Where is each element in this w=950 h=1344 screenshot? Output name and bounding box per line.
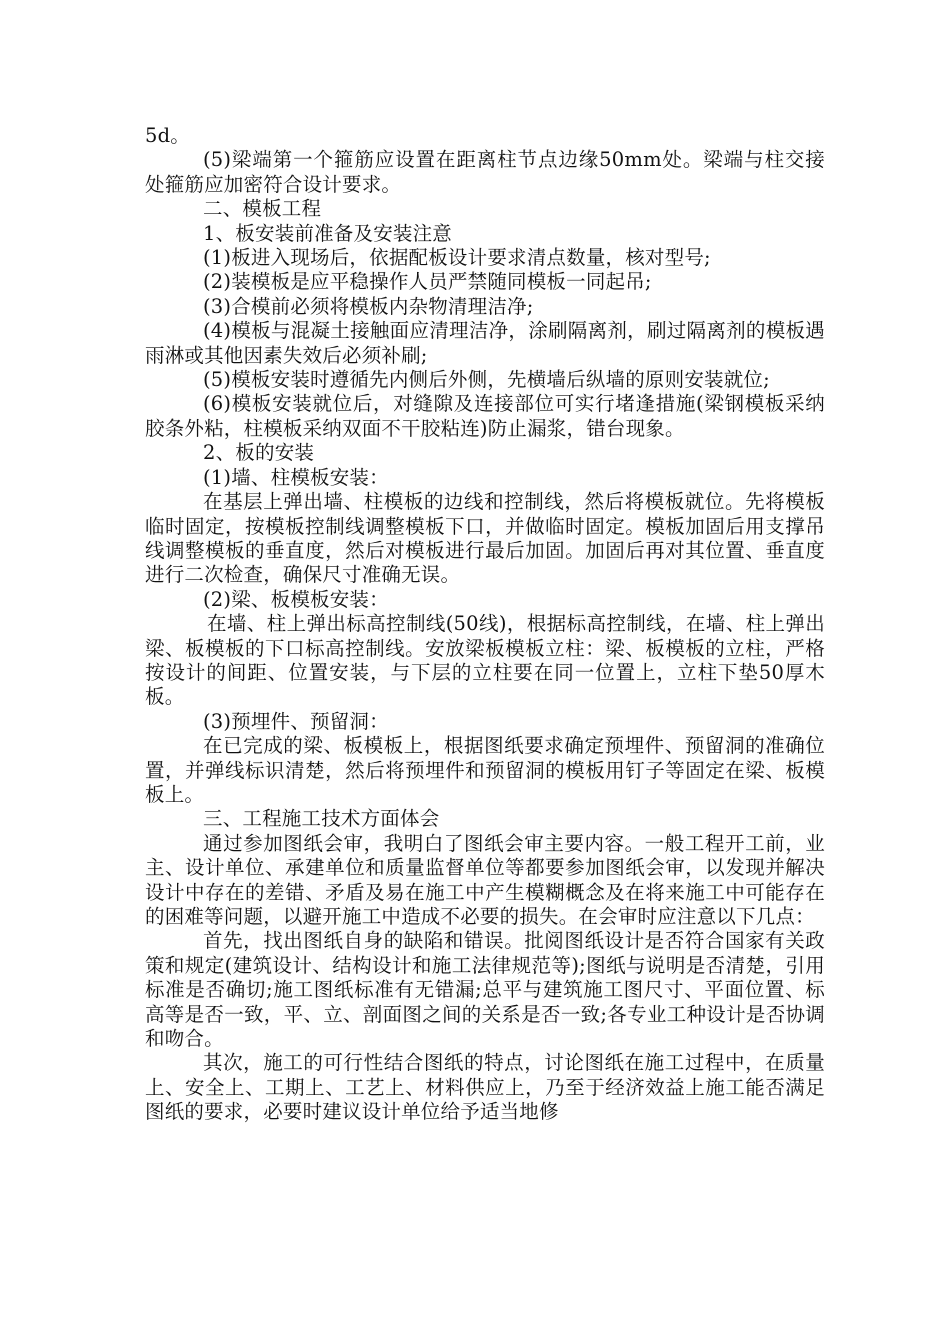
document-body [145,124,825,1125]
subsection-heading-preparation: 1、板安装前准备及安装注意 [203,221,453,245]
paragraph-second-point: 其次，施工的可行性结合图纸的特点，讨论图纸在施工过程中，在质量上、安全上、工期上、工艺上、材料供应上，乃至于经济效益上施工能否满足图纸的要求，必要时建议设计单位给予适当地修 [145,1051,825,1124]
list-item-4: (4)模板与混凝土接触面应清理洁净，涂刷隔离剂，刷过隔离剂的模板遇雨淋或其他因素失效后必须补刷; [145,319,825,367]
paragraph-first-point: 首先，找出图纸自身的缺陷和错误。批阅图纸设计是否符合国家有关政策和规定(建筑设计、结构设计和施工法律规范等);图纸与说明是否清楚，引用标准是否确切;施工图纸标准有无错漏;总平与建筑施工图尺寸、平面位置、标高等是否一致，平、立、剖面图之间的关系是否一致;各专业工种设计是否协调和吻合。 [145,929,825,1051]
section-heading-formwork: 二、模板工程 [203,197,322,221]
paragraph-drawing-review: 通过参加图纸会审，我明白了图纸会审主要内容。一般工程开工前，业主、设计单位、承建单位和质量监督单位等都要参加图纸会审，以发现并解决设计中存在的差错、矛盾及易在施工中产生模糊概念及在将来施工中可能存在的困难等问题，以避开施工中造成不必要的损失。在会审时应注意以下几点： [145,831,825,928]
section-heading-experience: 三、工程施工技术方面体会 [203,807,440,831]
item-heading-embedded-parts: (3)预埋件、预留洞： [203,709,389,733]
list-item-1: (1)板进入现场后，依据配板设计要求清点数量，核对型号; [203,246,711,270]
subsection-heading-installation: 2、板的安装 [203,441,315,465]
item-heading-wall-column: (1)墙、柱模板安装： [203,465,389,489]
list-item-3: (3)合模前必须将模板内杂物清理洁净; [203,294,534,318]
paragraph-beam-stirrup: (5)梁端第一个箍筋应设置在距离柱节点边缘50mm处。梁端与柱交接处箍筋应加密符合设计要求。 [145,148,825,196]
paragraph-beam-slab: 在墙、柱上弹出标高控制线(50线)，根据标高控制线，在墙、柱上弹出梁、板模板的下口标高控制线。安放梁板模板立柱：梁、板模板的立柱，严格按设计的间距、位置安装，与下层的立柱要在同一位置上，立柱下垫50厚木板。 [145,612,825,709]
paragraph-continuation: 5d。 [145,124,190,147]
list-item-2: (2)装模板是应平稳操作人员严禁随同模板一同起吊; [203,270,652,294]
paragraph-wall-column: 在基层上弹出墙、柱模板的边线和控制线，然后将模板就位。先将模板临时固定，按模板控制线调整模板下口，并做临时固定。模板加固后用支撑吊线调整模板的垂直度，然后对模板进行最后加固。加固后再对其位置、垂直度进行二次检查，确保尺寸准确无误。 [145,490,825,587]
list-item-5: (5)模板安装时遵循先内侧后外侧，先横墙后纵墙的原则安装就位; [203,368,770,392]
paragraph-embedded-parts: 在已完成的梁、板模板上，根据图纸要求确定预埋件、预留洞的准确位置，并弹线标识清楚，然后将预埋件和预留洞的模板用钉子等固定在梁、板模板上。 [145,734,825,806]
item-heading-beam-slab: (2)梁、板模板安装： [203,587,389,611]
list-item-6: (6)模板安装就位后，对缝隙及连接部位可实行堵逢措施(梁钢模板采纳胶条外粘，柱模板采纳双面不干胶粘连)防止漏浆，错台现象。 [145,392,825,440]
